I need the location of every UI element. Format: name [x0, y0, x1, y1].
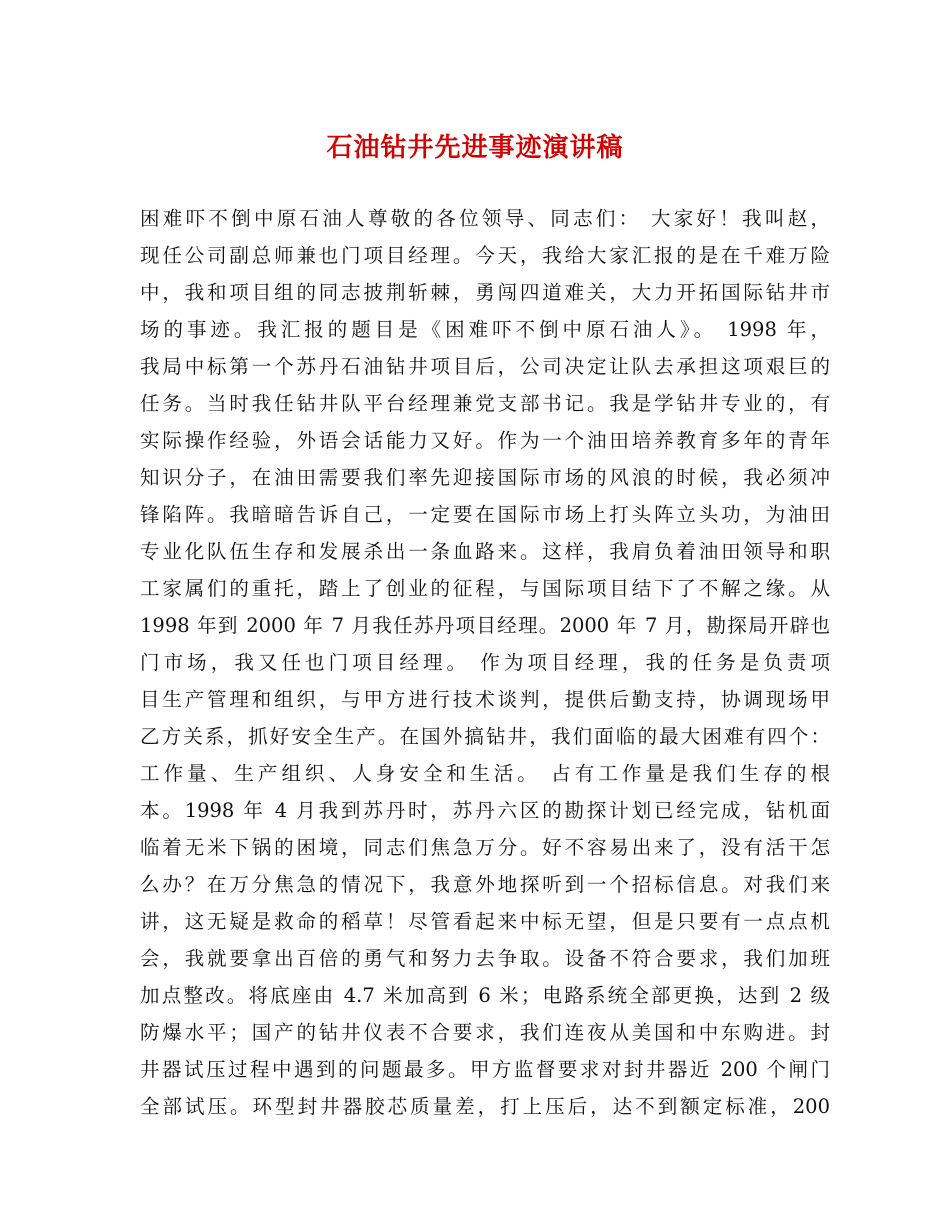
body-line: 临着无米下锅的困境，同志们焦急万分。好不容易出来了，没有活干怎 — [140, 836, 830, 859]
body-line: 任务。当时我任钻井队平台经理兼党支部书记。我是学钻井专业的，有 — [140, 392, 830, 415]
body-line: 困难吓不倒中原石油人尊敬的各位领导、同志们： 大家好！我叫赵， — [140, 207, 830, 230]
body-line: 我局中标第一个苏丹石油钻井项目后，公司决定让队去承担这项艰巨的 — [140, 355, 830, 378]
body-line: 讲，这无疑是救命的稻草！尽管看起来中标无望，但是只要有一点点机 — [140, 910, 830, 933]
body-line: 现任公司副总师兼也门项目经理。今天，我给大家汇报的是在千难万险 — [140, 244, 830, 267]
body-line: 目生产管理和组织，与甲方进行技术谈判，提供后勤支持，协调现场甲 — [140, 688, 830, 711]
body-line: 乙方关系，抓好安全生产。在国外搞钻井，我们面临的最大困难有四个： — [140, 725, 830, 748]
document-body — [140, 200, 830, 1125]
body-line: 井器试压过程中遇到的问题最多。甲方监督要求对封井器近 200 个闸门 — [140, 1058, 830, 1081]
body-line: 工家属们的重托，踏上了创业的征程，与国际项目结下了不解之缘。从 — [140, 577, 830, 600]
body-line: 中，我和项目组的同志披荆斩棘，勇闯四道难关，大力开拓国际钻井市 — [140, 281, 830, 304]
document-title: 石油钻井先进事迹演讲稿 — [326, 133, 624, 163]
body-line: 锋陷阵。我暗暗告诉自己，一定要在国际市场上打头阵立头功，为油田 — [140, 503, 830, 526]
body-line: 么办？在万分焦急的情况下，我意外地探听到一个招标信息。对我们来 — [140, 873, 830, 896]
body-line: 全部试压。环型封井器胶芯质量差，打上压后，达不到额定标准，200 — [140, 1095, 830, 1118]
body-line: 防爆水平；国产的钻井仪表不合要求，我们连夜从美国和中东购进。封 — [140, 1021, 830, 1044]
body-line: 加点整改。将底座由 4.7 米加高到 6 米；电路系统全部更换，达到 2 级 — [140, 984, 830, 1007]
body-line: 工作量、生产组织、人身安全和生活。 占有工作量是我们生存的根 — [140, 762, 830, 785]
body-line: 会，我就要拿出百倍的勇气和努力去争取。设备不符合要求，我们加班 — [140, 947, 830, 970]
body-line: 1998 年到 2000 年 7 月我任苏丹项目经理。2000 年 7 月，勘探局开辟也 — [140, 614, 830, 637]
body-line: 场的事迹。我汇报的题目是《困难吓不倒中原石油人》。 1998 年， — [140, 318, 830, 341]
body-line: 本。1998 年 4 月我到苏丹时，苏丹六区的勘探计划已经完成，钻机面 — [140, 799, 830, 822]
body-line: 实际操作经验，外语会话能力又好。作为一个油田培养教育多年的青年 — [140, 429, 830, 452]
body-line: 门市场，我又任也门项目经理。 作为项目经理，我的任务是负责项 — [140, 651, 830, 674]
body-line: 知识分子，在油田需要我们率先迎接国际市场的风浪的时候，我必须冲 — [140, 466, 830, 489]
body-line: 专业化队伍生存和发展杀出一条血路来。这样，我肩负着油田领导和职 — [140, 540, 830, 563]
